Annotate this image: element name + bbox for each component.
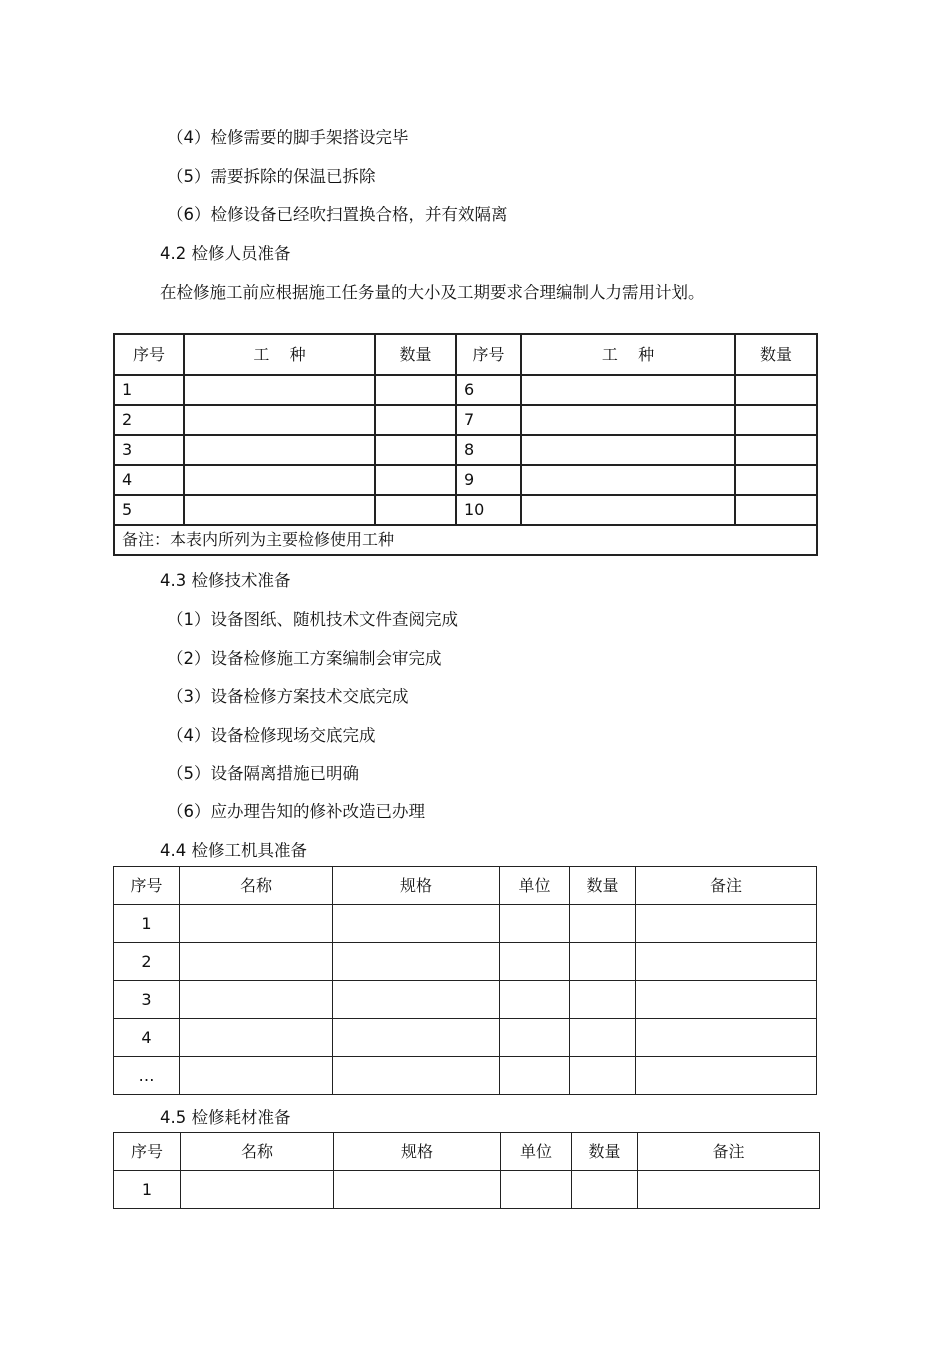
- empty-cell: [500, 1057, 570, 1095]
- empty-cell: [636, 1019, 817, 1057]
- header-cell: 数量: [572, 1133, 638, 1171]
- empty-cell: [735, 495, 817, 525]
- empty-cell: [500, 1019, 570, 1057]
- index-cell: 9: [456, 465, 521, 495]
- empty-cell: [180, 943, 333, 981]
- section-heading: 4.3 检修技术准备: [160, 571, 291, 590]
- empty-cell: [333, 1019, 500, 1057]
- list-item: （6）检修设备已经吹扫置换合格，并有效隔离: [167, 205, 508, 224]
- header-cell: 名称: [180, 867, 333, 905]
- list-item: （6）应办理告知的修补改造已办理: [167, 802, 425, 821]
- empty-cell: [184, 435, 375, 465]
- section-heading: 4.2 检修人员准备: [160, 244, 291, 263]
- index-cell: 5: [114, 495, 184, 525]
- header-cell: 数量: [375, 334, 456, 375]
- table-row: [114, 465, 817, 495]
- empty-cell: [375, 405, 456, 435]
- empty-cell: [333, 905, 500, 943]
- empty-cell: [184, 465, 375, 495]
- empty-cell: [521, 405, 735, 435]
- index-cell: 6: [456, 375, 521, 405]
- empty-cell: [500, 981, 570, 1019]
- header-cell: 工 种: [184, 334, 375, 375]
- table-row: [114, 405, 817, 435]
- header-cell: 数量: [570, 867, 636, 905]
- header-cell: 单位: [501, 1133, 572, 1171]
- paragraph: 在检修施工前应根据施工任务量的大小及工期要求合理编制人力需用计划。: [160, 283, 705, 302]
- header-cell: 序号: [114, 334, 184, 375]
- empty-cell: [375, 435, 456, 465]
- empty-cell: [180, 1019, 333, 1057]
- empty-cell: [181, 1171, 334, 1209]
- table-note-row: [114, 525, 817, 555]
- header-cell: 序号: [114, 1133, 181, 1171]
- empty-cell: [333, 1057, 500, 1095]
- index-cell: 3: [114, 981, 180, 1019]
- empty-cell: [570, 1019, 636, 1057]
- table-row: [114, 905, 817, 943]
- empty-cell: [735, 465, 817, 495]
- empty-cell: [375, 495, 456, 525]
- empty-cell: [570, 1057, 636, 1095]
- empty-cell: [184, 495, 375, 525]
- list-item: （4）检修需要的脚手架搭设完毕: [167, 128, 409, 147]
- materials-table: [113, 1132, 820, 1209]
- empty-cell: [500, 905, 570, 943]
- table-row: [114, 495, 817, 525]
- empty-cell: [636, 1057, 817, 1095]
- header-cell: 工 种: [521, 334, 735, 375]
- empty-cell: [184, 405, 375, 435]
- index-cell: 4: [114, 1019, 180, 1057]
- index-cell: 2: [114, 405, 184, 435]
- header-cell: 备注: [638, 1133, 820, 1171]
- tools-table: [113, 866, 817, 1095]
- index-cell: 2: [114, 943, 180, 981]
- index-cell: 4: [114, 465, 184, 495]
- header-cell: 序号: [456, 334, 521, 375]
- index-cell: 1: [114, 1171, 181, 1209]
- empty-cell: [570, 905, 636, 943]
- empty-cell: [735, 405, 817, 435]
- empty-cell: [735, 375, 817, 405]
- table-row: [114, 943, 817, 981]
- empty-cell: [375, 375, 456, 405]
- table-row: [114, 1171, 820, 1209]
- list-item: （5）设备隔离措施已明确: [167, 764, 359, 783]
- list-item: （1）设备图纸、随机技术文件查阅完成: [167, 610, 458, 629]
- index-cell: 3: [114, 435, 184, 465]
- empty-cell: [521, 495, 735, 525]
- table-note: 备注：本表内所列为主要检修使用工种: [114, 525, 817, 555]
- header-cell: 单位: [500, 867, 570, 905]
- staff-plan-table: [113, 333, 818, 556]
- empty-cell: [636, 943, 817, 981]
- header-cell: 备注: [636, 867, 817, 905]
- section-heading: 4.5 检修耗材准备: [160, 1108, 291, 1127]
- header-cell: 规格: [334, 1133, 501, 1171]
- table-row: [114, 1057, 817, 1095]
- empty-cell: [636, 905, 817, 943]
- index-cell: 8: [456, 435, 521, 465]
- index-cell: …: [114, 1057, 180, 1095]
- list-item: （5）需要拆除的保温已拆除: [167, 167, 376, 186]
- empty-cell: [570, 981, 636, 1019]
- header-cell: 规格: [333, 867, 500, 905]
- list-item: （3）设备检修方案技术交底完成: [167, 687, 409, 706]
- index-cell: 7: [456, 405, 521, 435]
- empty-cell: [184, 375, 375, 405]
- table-row: [114, 981, 817, 1019]
- table-header-row: [114, 334, 817, 375]
- empty-cell: [334, 1171, 501, 1209]
- index-cell: 1: [114, 905, 180, 943]
- table-row: [114, 435, 817, 465]
- table-header-row: [114, 1133, 820, 1171]
- list-item: （2）设备检修施工方案编制会审完成: [167, 649, 442, 668]
- section-heading: 4.4 检修工机具准备: [160, 841, 307, 860]
- empty-cell: [500, 943, 570, 981]
- empty-cell: [180, 981, 333, 1019]
- index-cell: 10: [456, 495, 521, 525]
- empty-cell: [501, 1171, 572, 1209]
- table-header-row: [114, 867, 817, 905]
- empty-cell: [638, 1171, 820, 1209]
- table-row: [114, 1019, 817, 1057]
- list-item: （4）设备检修现场交底完成: [167, 726, 376, 745]
- empty-cell: [375, 465, 456, 495]
- empty-cell: [570, 943, 636, 981]
- empty-cell: [735, 435, 817, 465]
- header-cell: 名称: [181, 1133, 334, 1171]
- empty-cell: [180, 905, 333, 943]
- empty-cell: [636, 981, 817, 1019]
- header-cell: 数量: [735, 334, 817, 375]
- header-cell: 序号: [114, 867, 180, 905]
- empty-cell: [521, 375, 735, 405]
- empty-cell: [521, 465, 735, 495]
- empty-cell: [521, 435, 735, 465]
- empty-cell: [180, 1057, 333, 1095]
- empty-cell: [333, 943, 500, 981]
- empty-cell: [333, 981, 500, 1019]
- table-row: [114, 375, 817, 405]
- index-cell: 1: [114, 375, 184, 405]
- empty-cell: [572, 1171, 638, 1209]
